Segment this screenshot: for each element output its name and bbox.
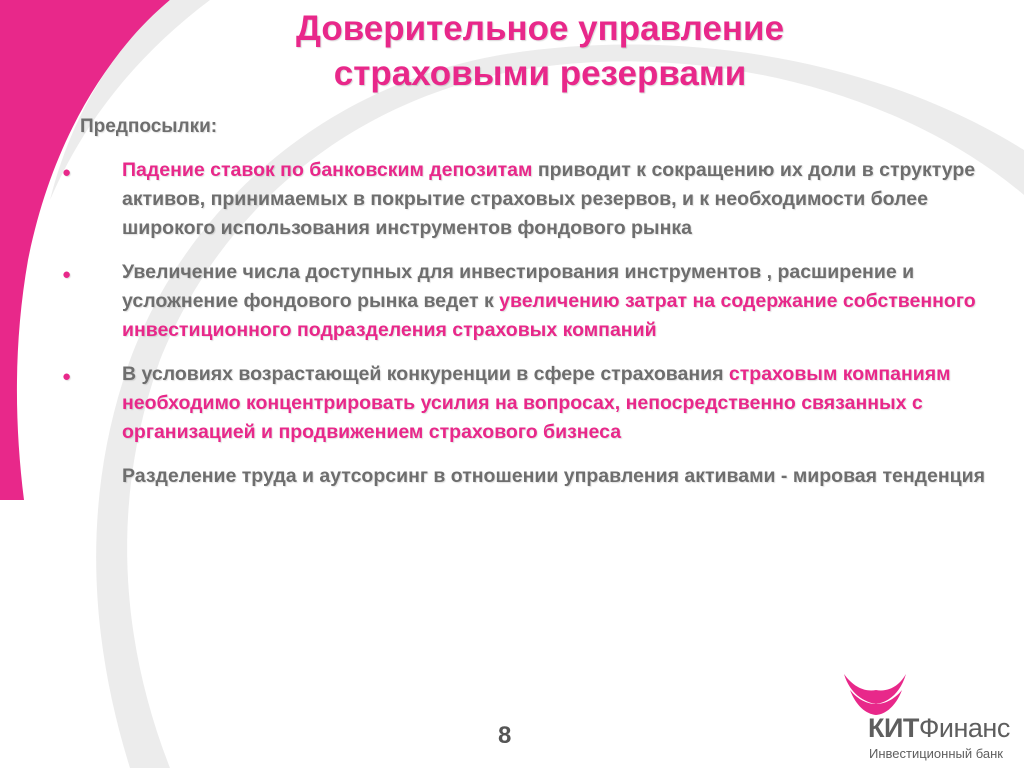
section-subhead: Предпосылки: [80, 116, 218, 137]
logo-brand-regular: Финанс [918, 713, 1010, 743]
bullet-item-2 [0, 258, 1012, 345]
bullet-3-text: В условиях возрастающей конкуренции в сфере страхования [122, 363, 729, 385]
bullet-1-highlight: Падение ставок по банковским депозитам [122, 159, 533, 181]
bullet-2-highlight: увеличению затрат на содержание собственного инвестиционного подразделения страховых компаний [122, 290, 976, 341]
title-line-1: Доверительное управление [295, 9, 785, 48]
logo-tagline: Инвестиционный банк [869, 746, 1003, 761]
page-number: 8 [498, 722, 512, 749]
bullet-dot-icon: ● [62, 266, 72, 283]
bullet-list [0, 156, 1024, 491]
bullet-dot-icon: ● [62, 164, 72, 181]
kitfinance-emblem-icon [840, 668, 910, 718]
bullet-2-text: Увеличение числа доступных для инвестирования инструментов , расширение и усложнение фондового рынка ведет к [122, 261, 915, 312]
bullet-item-1 [0, 156, 1012, 243]
bullet-3-highlight: страховым компаниям необходимо концентрировать усилия на вопросах, непосредственно связанных с организацией и продвижением страхового бизнеса [122, 363, 951, 443]
bullet-item-3 [0, 360, 1012, 447]
title-line-2: страховыми резервами [333, 54, 747, 93]
conclusion-note: Разделение труда и аутсорсинг в отношении управления активами - мировая тенденция [122, 465, 985, 487]
company-logo [840, 668, 1020, 768]
logo-brand-name [868, 713, 1010, 744]
bullet-1-text: приводит к сокращению их доли в структуре активов, принимаемых в покрытие страховых резервов, и к необходимости более широкого использования инструментов фондового рынка [122, 159, 976, 239]
logo-brand-bold: КИТ [868, 713, 919, 743]
bullet-dot-icon: ● [62, 368, 72, 385]
slide-title [200, 6, 880, 96]
